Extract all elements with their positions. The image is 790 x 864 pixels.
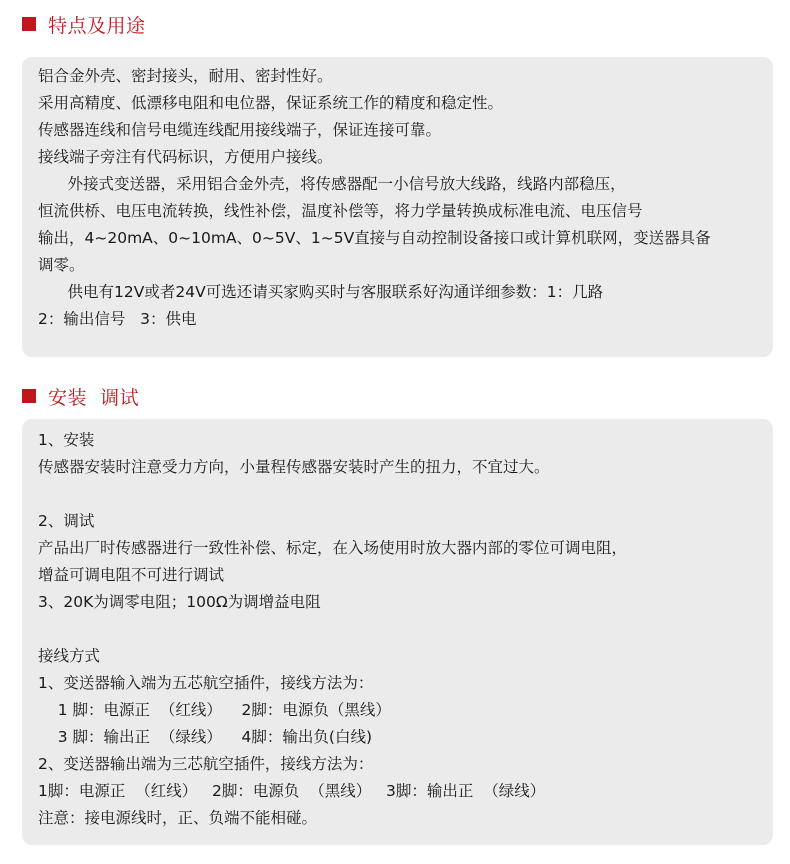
install-panel <box>22 419 773 845</box>
features-line: 接线端子旁注有代码标识，方便用户接线。 <box>38 148 333 166</box>
features-line: 采用高精度、低漂移电阻和电位器，保证系统工作的精度和稳定性。 <box>38 94 504 112</box>
features-panel <box>22 57 773 357</box>
features-line: 供电有12V或者24V可选还请买家购买时与客服联系好沟通详细参数：1：几路 <box>38 283 604 301</box>
install-line: 1脚：电源正 （红线） 2脚：电源负 （黑线） 3脚：输出正 （绿线） <box>38 782 546 800</box>
features-line: 调零。 <box>38 256 85 274</box>
features-line: 传感器连线和信号电缆连线配用接线端子，保证连接可靠。 <box>38 121 442 139</box>
red-square-icon <box>22 389 36 403</box>
features-line: 输出，4~20mA、0~10mA、0~5V、1~5V直接与自动控制设备接口或计算机联网，变送器具备 <box>38 229 711 247</box>
install-line: 传感器安装时注意受力方向，小量程传感器安装时产生的扭力，不宜过大。 <box>38 458 550 476</box>
features-section-header <box>22 11 146 37</box>
install-line: 1 脚：电源正 （红线） 2脚：电源负（黑线） <box>38 701 391 719</box>
install-line: 注意：接电源线时，正、负端不能相碰。 <box>38 809 318 827</box>
install-line: 2、调试 <box>38 512 95 530</box>
features-line: 恒流供桥、电压电流转换，线性补偿，温度补偿等，将力学量转换成标准电流、电压信号 <box>38 202 643 220</box>
features-section-title: 特点及用途 <box>48 14 146 37</box>
red-square-icon <box>22 17 36 31</box>
install-line: 增益可调电阻不可进行调试 <box>38 566 225 584</box>
install-section-header <box>22 383 139 409</box>
install-line: 1、变送器输入端为五芯航空插件，接线方法为： <box>38 674 374 692</box>
install-section-title: 安装 调试 <box>48 386 140 409</box>
install-line: 接线方式 <box>38 647 101 665</box>
install-line: 1、安装 <box>38 431 95 449</box>
install-line: 2、变送器输出端为三芯航空插件，接线方法为： <box>38 755 374 773</box>
install-line: 3 脚：输出正 （绿线） 4脚：输出负(白线) <box>38 728 373 746</box>
features-line: 2：输出信号 3：供电 <box>38 310 197 328</box>
install-line: 3、20K为调零电阻；100Ω为调增益电阻 <box>38 593 321 611</box>
features-line: 外接式变送器，采用铝合金外壳，将传感器配一小信号放大线路，线路内部稳压， <box>38 175 626 193</box>
features-line: 铝合金外壳、密封接头，耐用、密封性好。 <box>38 67 333 85</box>
install-line: 产品出厂时传感器进行一致性补偿、标定，在入场使用时放大器内部的零位可调电阻， <box>38 539 628 557</box>
